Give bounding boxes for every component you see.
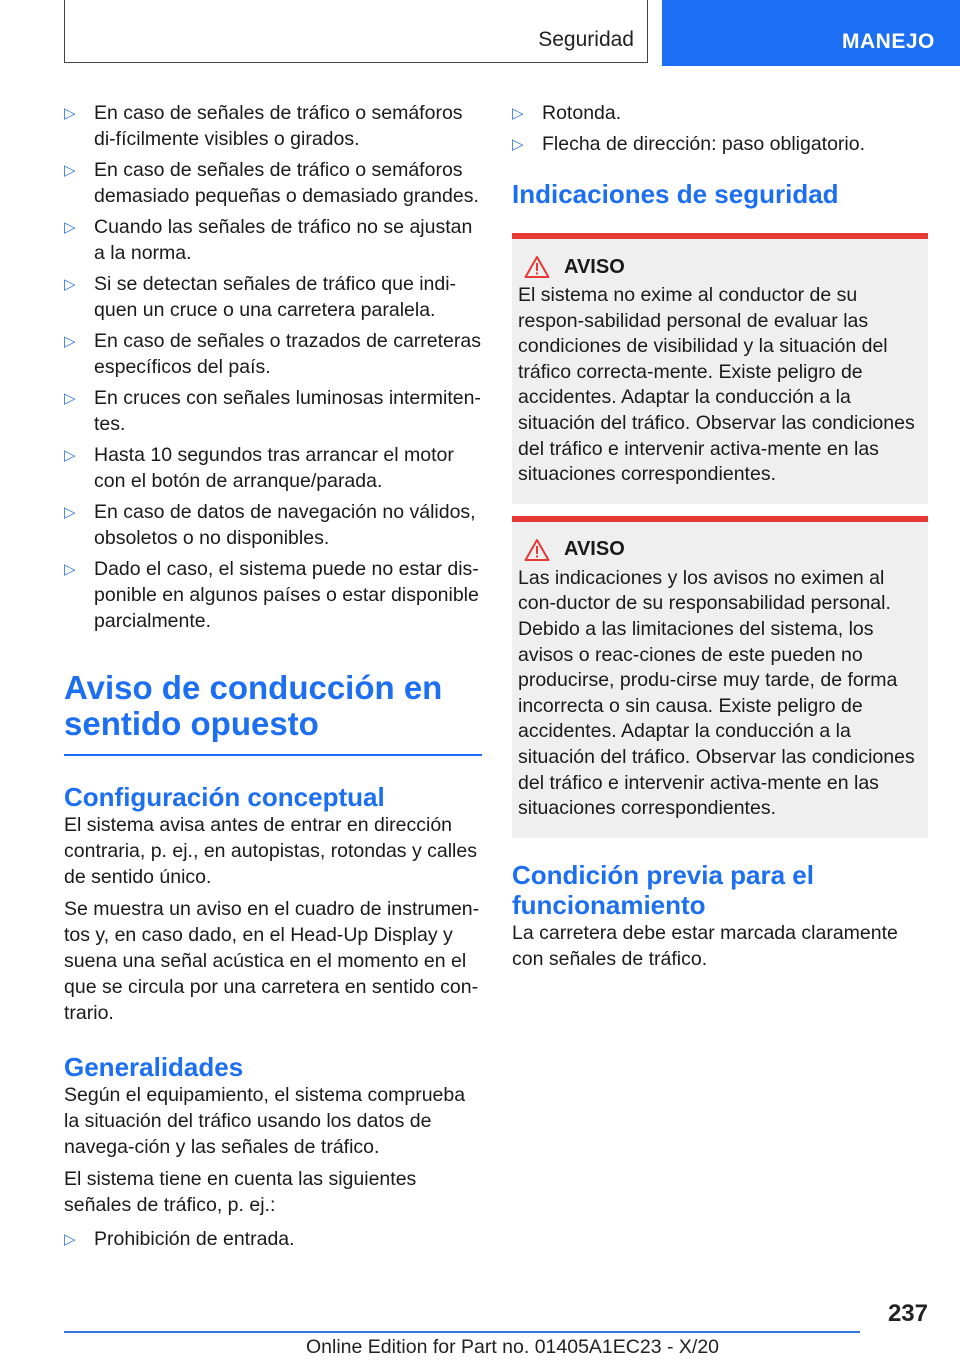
list-item: ▷ Prohibición de entrada. [64,1226,482,1252]
main-heading: Aviso de conducción en sentido opuesto [64,669,443,742]
warning-triangle-icon [524,255,550,279]
paragraph: La carretera debe estar marcada claramente con señales de tráfico. [512,921,898,970]
paragraph: Se muestra un aviso en el cuadro de instrumen-tos y, en caso dado, en el Head-Up Display y suena una señal acústica en el momento en el que se circula por una carretera en sentido con-trario. [64,897,480,1024]
warning-box [512,516,928,838]
list-item: ▷ Hasta 10 segundos tras arrancar el motor con el botón de arranque/parada. [64,444,454,492]
warning-header [524,538,922,562]
triangle-right-icon: ▷ [64,447,76,464]
header-section-title: Seguridad [538,28,634,51]
safety-heading: Indicaciones de seguridad [512,179,839,209]
paragraph: Según el equipamiento, el sistema comprueba la situación del tráfico usando los datos de navega-ción y las señales de tráfico. [64,1083,466,1158]
list-item: ▷ Dado el caso, el sistema puede no estar dis-ponible en algunos países o estar disponible parcialmente. [64,558,479,632]
paragraph: El sistema avisa antes de entrar en dirección contraria, p. ej., en autopistas, rotondas y calles de sentido único. [64,813,477,888]
triangle-right-icon: ▷ [64,219,76,236]
warning-text: Las indicaciones y los avisos no eximen al con-ductor de su responsabilidad personal. Debido a las limitaciones del sistema, los avisos o reac-ciones de este pueden no producirse, produ-cirse muy tarde, de forma incorrecta o sin causa. Existe peligro de accidentes. Adaptar la conducción a la situación del tráfico. Observar las condiciones del tráfico e intervenir activa-mente en las situaciones correspondientes. [518,566,915,820]
footer-divider [64,1331,860,1333]
signs-list-continued [512,100,928,157]
warning-label: AVISO [564,538,625,561]
list-item: ▷ Cuando las señales de tráfico no se ajustan a la norma. [64,216,473,264]
sub-heading-general: Generalidades [64,1051,244,1082]
list-item: ▷ En caso de señales de tráfico o semáforos demasiado pequeñas o demasiado grandes. [64,159,479,207]
right-column [512,100,928,978]
list-item: ▷ En cruces con señales luminosas intermiten-tes. [64,387,481,435]
triangle-right-icon: ▷ [64,276,76,293]
heading-divider [64,754,482,756]
list-item: ▷ Flecha de dirección: paso obligatorio. [512,131,928,157]
triangle-right-icon: ▷ [512,136,524,153]
list-item: ▷ Si se detectan señales de tráfico que indi-quen un cruce o una carretera paralela. [64,273,457,321]
triangle-right-icon: ▷ [64,105,76,122]
warning-label: AVISO [564,255,625,278]
list-item: ▷ En caso de señales o trazados de carreteras específicos del país. [64,330,481,378]
triangle-right-icon: ▷ [64,1230,76,1248]
triangle-right-icon: ▷ [512,105,524,122]
precondition-heading: Condición previa para el funcionamiento [512,859,814,920]
sub-heading-concept: Configuración conceptual [64,781,385,812]
triangle-right-icon: ▷ [64,333,76,350]
chapter-tab-label: MANEJO [842,30,935,53]
triangle-right-icon: ▷ [64,561,76,578]
list-item: ▷ En caso de señales de tráfico o semáforos di-fícilmente visibles o girados. [64,102,463,150]
warning-box [512,233,928,504]
triangle-right-icon: ▷ [64,390,76,407]
left-column [64,100,482,1257]
page-number: 237 [887,1300,928,1327]
footer-edition-text: Online Edition for Part no. 01405A1EC23 - X/20 [306,1336,720,1358]
triangle-right-icon: ▷ [64,504,76,521]
warning-text: El sistema no exime al conductor de su respon-sabilidad personal de evaluar las condiciones de visibilidad y la situación del tráfico correcta-mente. Existe peligro de accidentes. Adaptar la conducción a la situación del tráfico. Observar las condiciones del tráfico e intervenir activa-mente en las situaciones correspondientes. [518,284,915,486]
list-item: ▷ Rotonda. [512,100,928,126]
triangle-right-icon: ▷ [64,162,76,179]
conditions-list [64,100,482,634]
chapter-tab[interactable] [662,0,960,66]
list-item: ▷ En caso de datos de navegación no válidos, obsoletos o no disponibles. [64,501,476,549]
signs-list [64,1226,482,1252]
paragraph: El sistema tiene en cuenta las siguientes señales de tráfico, p. ej.: [64,1167,417,1216]
warning-triangle-icon [524,538,550,562]
warning-header [524,255,922,279]
